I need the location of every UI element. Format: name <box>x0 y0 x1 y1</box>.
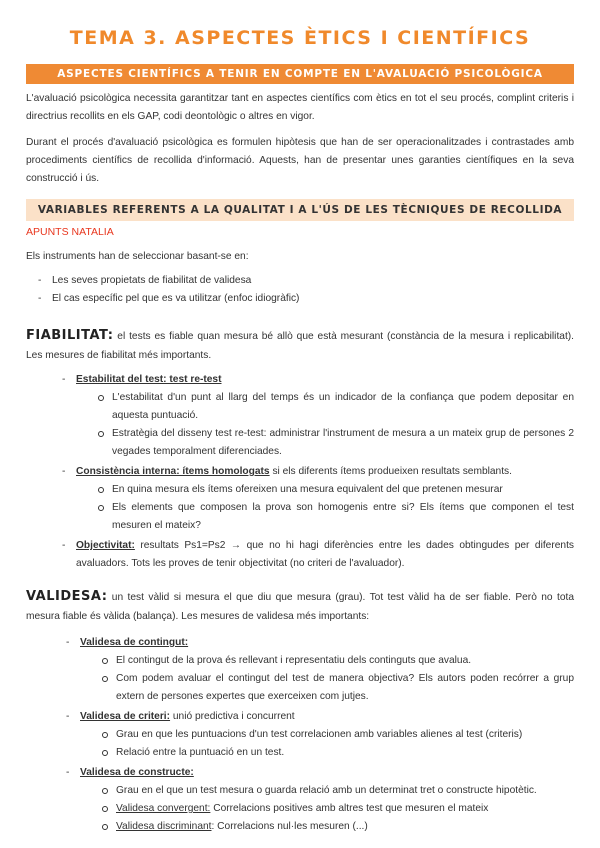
fiabilitat-keyword: FIABILITAT: <box>26 328 114 343</box>
measure-label: Validesa de constructe: <box>80 767 194 778</box>
list-item <box>66 634 574 706</box>
list-item <box>62 537 574 573</box>
validesa-keyword: VALIDESA: <box>26 589 108 604</box>
section-heading-variables: VARIABLES REFERENTS A LA QUALITAT I A L'ÚS DE LES TÈCNIQUES DE RECOLLIDA <box>26 199 574 221</box>
sub-list <box>80 782 574 836</box>
measure-label: Objectivitat: <box>76 540 135 551</box>
sub-item: Relació entre la puntuació en un test. <box>102 744 574 762</box>
fiabilitat-definition <box>26 326 574 365</box>
notes-author-label: APUNTS NATALIA <box>26 226 114 238</box>
sub-item: El contingut de la prova és rellevant i representatiu dels continguts que avalua. <box>102 652 574 670</box>
list-item <box>62 463 574 535</box>
measure-label: Estabilitat del test: test re-test <box>76 374 222 385</box>
fiabilitat-measures-list <box>62 371 574 573</box>
discriminant-text: : Correlacions nul·les mesuren (...) <box>211 821 368 832</box>
measure-label: Validesa de contingut: <box>80 637 189 648</box>
sub-list <box>76 481 574 535</box>
fiabilitat-text: el tests es fiable quan mesura bé allò que està mesurant (constància de la mesura i replicabilitat). Les mesures de fiabilitat més importants. <box>26 331 574 361</box>
sub-item: L'estabilitat d'un punt al llarg del temps és un indicador de la confiança que podem depositar en aquesta puntuació. <box>98 389 574 425</box>
list-item: - Les seves propietats de fiabilitat de validesa <box>38 272 574 290</box>
sub-item: En quina mesura els ítems ofereixen una mesura equivalent del que pretenen mesurar <box>98 481 574 499</box>
paragraph-intro-1: L'avaluació psicològica necessita garantitzar tant en aspectes científics com ètics en tot el seu procés, complint criteris i directrius recollits en els GAP, codi deontològic o altres en vigor. <box>26 93 574 122</box>
list-item <box>66 764 574 836</box>
validesa-definition <box>26 587 574 626</box>
section-heading-scientific: ASPECTES CIENTÍFICS A TENIR EN COMPTE EN L'AVALUACIÓ PSICOLÒGICA <box>26 64 574 84</box>
sub-item: Grau en el que un test mesura o guarda relació amb un determinat tret o constructe hipotètic. <box>102 782 574 800</box>
sub-item: Grau en que les puntuacions d'un test correlacionen amb variables alienes al test (criteris) <box>102 726 574 744</box>
discriminant-label: Validesa discriminant <box>116 821 212 832</box>
sub-list <box>80 726 574 762</box>
sub-item: Com podem avaluar el contingut del test de manera objectiva? Els autors poden recórrer a grup extern de persones expertes que exerceixen com jutjes. <box>102 670 574 706</box>
selection-intro: Els instruments han de seleccionar basant-se en: <box>26 251 249 262</box>
validesa-text: un test vàlid si mesura el que diu que mesura (grau). Tot test vàlid ha de ser fiable. Però no tota mesura fiable és vàlida (balança). Les mesures de validesa més importants: <box>26 592 574 622</box>
sub-item: Estratègia del disseny test re-test: administrar l'instrument de mesura a un mateix grup de persones 2 vegades temporalment diferenciades. <box>98 425 574 461</box>
sub-item <box>102 800 574 818</box>
measure-label: Consistència interna: ítems homologats <box>76 466 270 477</box>
validesa-measures-list <box>66 634 574 836</box>
sub-list <box>80 652 574 706</box>
measure-text: si els diferents ítems produeixen resultats semblants. <box>269 466 512 477</box>
list-item <box>66 708 574 762</box>
selection-criteria-list <box>26 272 574 308</box>
list-item: - El cas específic pel que es va utilitzar (enfoc idiogràfic) <box>38 290 574 308</box>
convergent-label: Validesa convergent: <box>116 803 211 814</box>
measure-label: Validesa de criteri: <box>80 711 171 722</box>
page-title: TEMA 3. ASPECTES ÈTICS I CIENTÍFICS <box>69 27 531 49</box>
sub-item <box>102 818 574 836</box>
sub-list <box>76 389 574 461</box>
convergent-text: Correlacions positives amb altres test que mesuren el mateix <box>210 803 489 814</box>
list-item <box>62 371 574 461</box>
measure-text: resultats Ps1=Ps2 → que no hi hagi diferències entre les dades obtingudes per diferents avaluadors. Tots les proves de tenir objectivitat (no criteri de l'avaluador). <box>76 540 574 569</box>
measure-text: unió predictiva i concurrent <box>170 711 295 722</box>
paragraph-intro-2: Durant el procés d'avaluació psicològica es formulen hipòtesis que han de ser operacionalitzades i contrastades amb procediments científics de recollida d'informació. Aquests, han de presentar unes garanties científiques en la seva construcció i ús. <box>26 137 574 184</box>
sub-item: Els elements que composen la prova son homogenis entre si? Els ítems que componen el test mesuren el mateix? <box>98 499 574 535</box>
